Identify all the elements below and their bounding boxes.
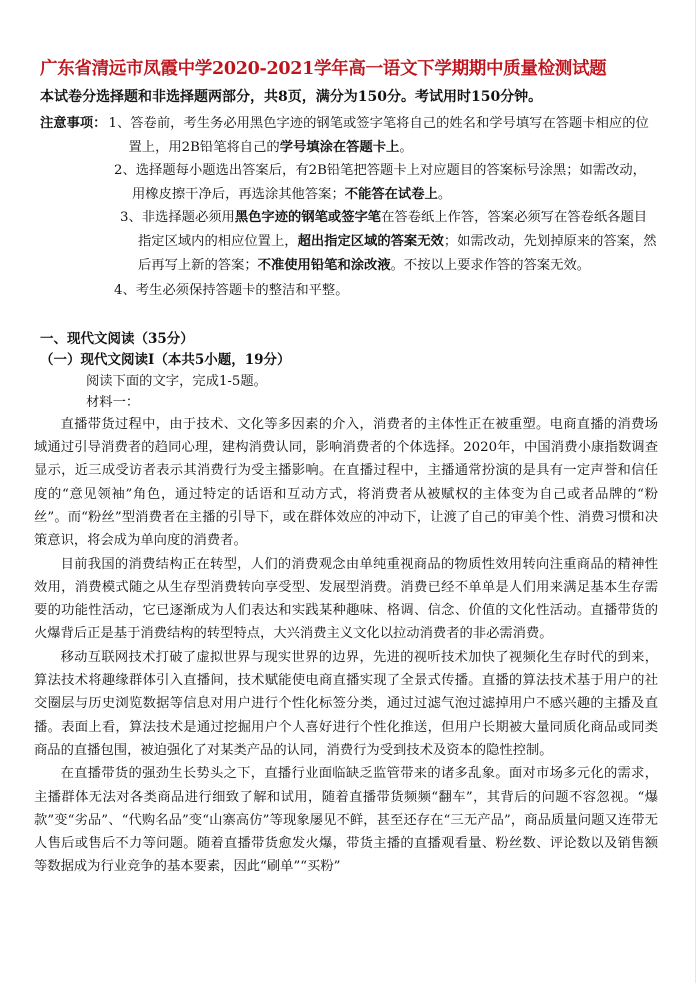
paragraph-2: 目前我国的消费结构正在转型，人们的消费观念由单纯重视商品的物质性效用转向注重商品的精神性效用，消费模式随之从生存型消费转向享受型、发展型消费。消费已经不单单是人们用来满足基本生存需要的功能性活动，它已逐渐成为人们表达和实践某种趣味、格调、信念、价值的文化性活动。直播带货的火爆背后正是基于消费结构的转型特点，大兴消费主义文化以拉动消费者的非必需消费。 [34, 556, 658, 642]
section-heading-modern-reading: 一、现代文阅读（35分） [40, 330, 194, 347]
notice-item-3-part1: 3、非选择题必须用 [120, 210, 235, 226]
subsection-heading-reading-1: （一）现代文阅读Ⅰ（本共5小题，19分） [40, 351, 291, 368]
material-label: 材料一： [86, 394, 140, 410]
notice-item-1 [106, 112, 658, 159]
notice-block [40, 112, 658, 303]
notice-item-3 [120, 206, 658, 277]
notice-item-1-suffix: 。 [399, 139, 413, 155]
notice-item-2 [114, 159, 658, 206]
notice-item-3-part3: ；如需改动，先划掉原来的答案，然后再写上新的答案； [138, 233, 657, 273]
notice-item-2-bold: 不能答在试卷上 [344, 186, 438, 202]
notice-item-2-text: 2、选择题每小题选出答案后，有2B铅笔把答题卡上对应题目的答案标号涂黑；如需改动，用橡皮擦干净后，再选涂其他答案； [114, 163, 646, 202]
paragraph-3: 移动互联网技术打破了虚拟世界与现实世界的边界，先进的视听技术加快了视频化生存时代的到来，算法技术将趣缘群体引入直播间，技术赋能使电商直播实现了全景式传播。直播的算法技术基于用户的社交圈层与历史浏览数据等信息对用户进行个性化标签分类，通过过滤气泡过滤掉用户不感兴趣的主播及直播。表面上看，算法技术是通过挖掘用户个人喜好进行个性化推送，但用户长期被大量同质化商品或同类商品的直播包围，被迫强化了对某类产品的认同，消费行为受到技术及资本的隐性控制。 [34, 649, 658, 758]
notice-item-1-bold: 学号填涂在答题卡上 [279, 139, 400, 155]
paragraph-4: 在直播带货的强劲生长势头之下，直播行业面临缺乏监管带来的诸多乱象。面对市场多元化的需求，主播群体无法对各类商品进行细致了解和试用，随着直播带货频频“翻车”，其背后的问题不容忽视。“爆款”变“劣品”、“代购名品”变“山寨高仿”等现象屡见不鲜，甚至还存在“三无产品”，商品质量问题又连带无人售后或售后不力等问题。随着直播带货愈发火爆，带货主播的直播观看量、粉丝数、评论数以及销售额等数据成为行业竞争的基本要素，因此“刷单”“买粉” [34, 766, 658, 875]
notice-item-1-text: 1、答卷前，考生务必用黑色字迹的钢笔或签字笔将自己的姓名和学号填写在答题卡相应的位置上，用2B铅笔将自己的 [108, 116, 649, 155]
notice-label: 注意事项： [40, 116, 107, 131]
notice-item-3-bold2: 超出指定区域的答案无效 [297, 233, 444, 249]
notice-item-4: 4、考生必须保持答题卡的整洁和平整。 [114, 283, 349, 299]
reading-instruction: 阅读下面的文字，完成1-5题。 [86, 373, 267, 389]
notice-item-3-bold1: 黑色字迹的钢笔或签字笔 [234, 210, 382, 226]
exam-intro: 本试卷分选择题和非选择题两部分，共8页，满分为150分。考试用时150分钟。 [40, 89, 543, 105]
notice-item-3-part4: 。不按以上要求作答的答案无效。 [390, 257, 591, 273]
notice-item-2-suffix: 。 [437, 186, 452, 202]
notice-head [40, 112, 658, 159]
page-title: 广东省清远市凤霞中学2020-2021学年高一语文下学期期中质量检测试题 [40, 59, 607, 79]
notice-item-3-bold3: 不准使用铅笔和涂改液 [257, 257, 391, 273]
notice-item-3-part2: 在答卷纸上作答，答案必须写在答卷纸各题目指定区域内的相应位置上， [138, 210, 648, 249]
paragraph-1: 直播带货过程中，由于技术、文化等多因素的介入，消费者的主体性正在被重塑。电商直播的消费场域通过引导消费者的趋同心理，建构消费认同，影响消费者的个体选择。2020年，中国消费小康指数调查显示，近三成受访者表示其消费行为受主播影响。在直播过程中，主播通常扮演的是具有一定声誉和信任度的“意见领袖”角色，通过特定的话语和互动方式，将消费者从被赋权的主体变为自己或者品牌的“粉丝”。而“粉丝”型消费者在主播的引导下，或在群体效应的冲动下，让渡了自己的审美个性、消费习惯和决策意识，将会成为单向度的消费者。 [34, 416, 658, 549]
